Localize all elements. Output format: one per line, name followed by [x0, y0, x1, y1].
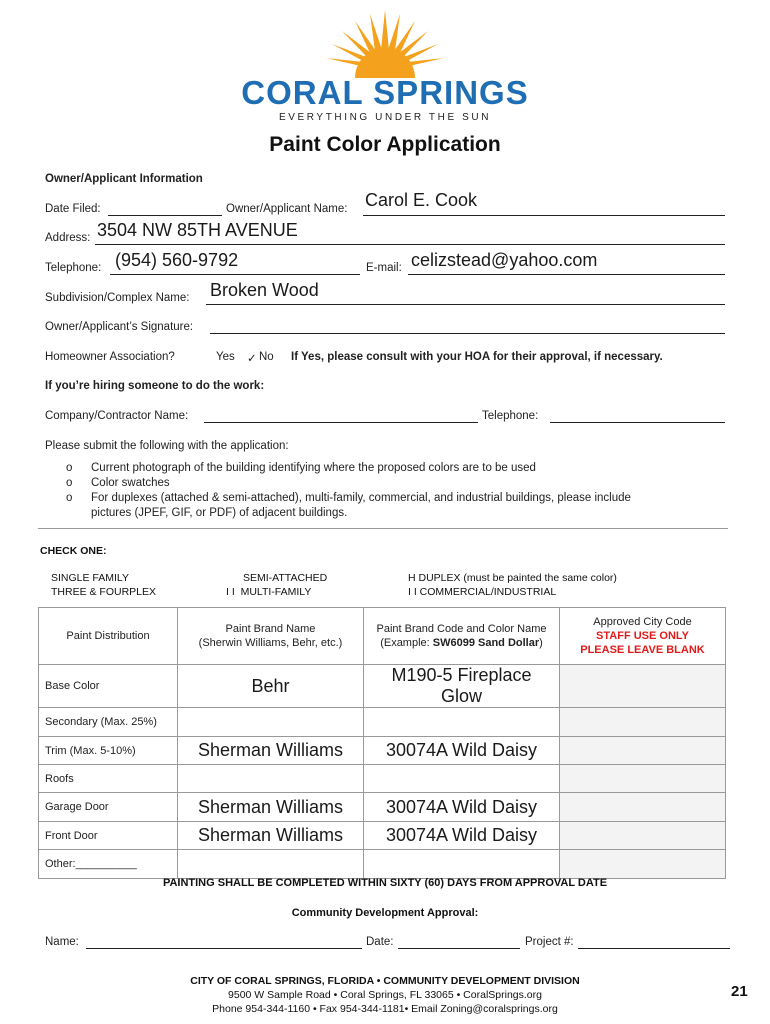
- company-label: Company/Contractor Name:: [45, 410, 189, 422]
- telephone-underline: [110, 274, 360, 275]
- row-brand[interactable]: Sherman Williams: [178, 822, 364, 850]
- submit-item-3: For duplexes (attached & semi-attached), multi-family, commercial, and industrial buildings, please include: [91, 492, 631, 504]
- subdivision-label: Subdivision/Complex Name:: [45, 292, 190, 304]
- row-brand[interactable]: Behr: [178, 665, 364, 708]
- table-row: [39, 737, 726, 765]
- row-code[interactable]: [364, 850, 560, 879]
- hoa-note: If Yes, please consult with your HOA for their approval, if necessary.: [291, 351, 663, 363]
- table-row: [39, 665, 726, 708]
- approval-name-field[interactable]: [86, 948, 362, 949]
- page-number: 21: [731, 983, 748, 1000]
- row-approved: [560, 850, 726, 879]
- row-label: Trim (Max. 5-10%): [39, 737, 178, 765]
- bullet-3: o: [66, 492, 73, 504]
- address-label: Address:: [45, 232, 91, 244]
- option-commercial[interactable]: I I COMMERCIAL/INDUSTRIAL: [408, 586, 557, 598]
- contractor-telephone-label: Telephone:: [482, 410, 539, 422]
- check-one-heading: CHECK ONE:: [40, 545, 107, 557]
- row-label: Secondary (Max. 25%): [39, 708, 178, 737]
- table-row: [39, 822, 726, 850]
- table-row: [39, 850, 726, 879]
- row-brand[interactable]: [178, 765, 364, 793]
- row-code[interactable]: 30074A Wild Daisy: [364, 737, 560, 765]
- row-brand[interactable]: [178, 850, 364, 879]
- hoa-no-option[interactable]: No: [259, 351, 274, 363]
- row-brand[interactable]: Sherman Williams: [178, 793, 364, 822]
- approval-name-label: Name:: [45, 936, 79, 948]
- footer-line-2: 9500 W Sample Road • Coral Springs, FL 33065 • CoralSprings.org: [228, 989, 542, 1001]
- option-three-fourplex[interactable]: THREE & FOURPLEX: [51, 586, 157, 598]
- page-title: Paint Color Application: [269, 133, 501, 156]
- submit-item-2: Color swatches: [91, 477, 170, 489]
- owner-section-heading: Owner/Applicant Information: [45, 173, 203, 185]
- approval-date-label: Date:: [366, 936, 394, 948]
- option-semi-attached[interactable]: SEMI-ATTACHED: [243, 572, 328, 584]
- hoa-check-mark[interactable]: ✓: [247, 353, 257, 365]
- logo-tagline: EVERYTHING UNDER THE SUN: [278, 112, 492, 123]
- submit-intro: Please submit the following with the application:: [45, 440, 289, 452]
- table-row: [39, 793, 726, 822]
- coral-springs-logo: [230, 6, 540, 124]
- row-brand[interactable]: Sherman Williams: [178, 737, 364, 765]
- owner-name-label: Owner/Applicant Name:: [226, 203, 348, 215]
- contractor-telephone-field[interactable]: [550, 422, 725, 423]
- row-label: Other:__________: [39, 850, 178, 879]
- date-filed-label: Date Filed:: [45, 203, 101, 215]
- row-code[interactable]: 30074A Wild Daisy: [364, 793, 560, 822]
- row-brand[interactable]: [178, 708, 364, 737]
- row-code[interactable]: [364, 765, 560, 793]
- owner-name-underline: [363, 215, 725, 216]
- row-approved: [560, 737, 726, 765]
- row-code[interactable]: M190-5 Fireplace Glow: [364, 665, 560, 708]
- option-multi-family[interactable]: I I MULTI-FAMILY: [226, 586, 312, 598]
- bullet-1: o: [66, 462, 73, 474]
- submit-item-1: Current photograph of the building identifying where the proposed colors are to be used: [91, 462, 536, 474]
- row-label: Front Door: [39, 822, 178, 850]
- hoa-yes-option[interactable]: Yes: [216, 351, 235, 363]
- date-filed-field[interactable]: [108, 215, 222, 216]
- row-approved: [560, 822, 726, 850]
- header-distribution: Paint Distribution: [39, 608, 178, 665]
- footer-line-1: CITY OF CORAL SPRINGS, FLORIDA • COMMUNITY DEVELOPMENT DIVISION: [190, 975, 580, 987]
- header-code: Paint Brand Code and Color Name (Example: SW6099 Sand Dollar): [364, 608, 560, 665]
- approval-heading: Community Development Approval:: [291, 907, 479, 919]
- owner-name-value[interactable]: Carol E. Cook: [365, 190, 478, 210]
- address-value[interactable]: 3504 NW 85TH AVENUE: [97, 220, 298, 240]
- submit-item-3-cont: pictures (JPEF, GIF, or PDF) of adjacent buildings.: [91, 507, 348, 519]
- table-row: [39, 765, 726, 793]
- footer-line-3: Phone 954-344-1160 • Fax 954-344-1181• Email Zoning@coralsprings.org: [212, 1003, 558, 1015]
- row-code[interactable]: [364, 708, 560, 737]
- email-underline: [408, 274, 725, 275]
- option-duplex[interactable]: H DUPLEX (must be painted the same color): [408, 572, 617, 584]
- row-approved: [560, 708, 726, 737]
- row-label: Garage Door: [39, 793, 178, 822]
- header-approved: Approved City Code STAFF USE ONLY PLEASE LEAVE BLANK: [560, 608, 726, 665]
- table-row: [39, 708, 726, 737]
- email-label: E-mail:: [366, 262, 402, 274]
- header-brand: Paint Brand Name (Sherwin Williams, Behr, etc.): [178, 608, 364, 665]
- table-header-row: [39, 608, 726, 665]
- contractor-heading: If you’re hiring someone to do the work:: [45, 380, 265, 392]
- subdivision-underline: [206, 304, 725, 305]
- email-value[interactable]: celizstead@yahoo.com: [411, 250, 598, 270]
- option-single-family[interactable]: SINGLE FAMILY: [51, 572, 129, 584]
- signature-field[interactable]: [210, 333, 725, 334]
- signature-label: Owner/Applicant’s Signature:: [45, 321, 194, 333]
- row-label: Base Color: [39, 665, 178, 708]
- logo-name: CORAL SPRINGS: [241, 74, 529, 111]
- approval-date-field[interactable]: [398, 948, 520, 949]
- address-underline: [95, 244, 725, 245]
- telephone-value[interactable]: (954) 560-9792: [115, 250, 239, 270]
- approval-project-field[interactable]: [578, 948, 730, 949]
- company-field[interactable]: [204, 422, 478, 423]
- hoa-label: Homeowner Association?: [45, 351, 175, 363]
- paint-table: [38, 607, 726, 879]
- row-approved: [560, 793, 726, 822]
- telephone-label: Telephone:: [45, 262, 102, 274]
- row-approved: [560, 665, 726, 708]
- bullet-2: o: [66, 477, 73, 489]
- completion-notice: PAINTING SHALL BE COMPLETED WITHIN SIXTY (60) DAYS FROM APPROVAL DATE: [162, 877, 608, 889]
- row-approved: [560, 765, 726, 793]
- section-divider: [38, 528, 728, 529]
- row-code[interactable]: 30074A Wild Daisy: [364, 822, 560, 850]
- row-label: Roofs: [39, 765, 178, 793]
- subdivision-value[interactable]: Broken Wood: [210, 280, 319, 300]
- approval-project-label: Project #:: [525, 936, 574, 948]
